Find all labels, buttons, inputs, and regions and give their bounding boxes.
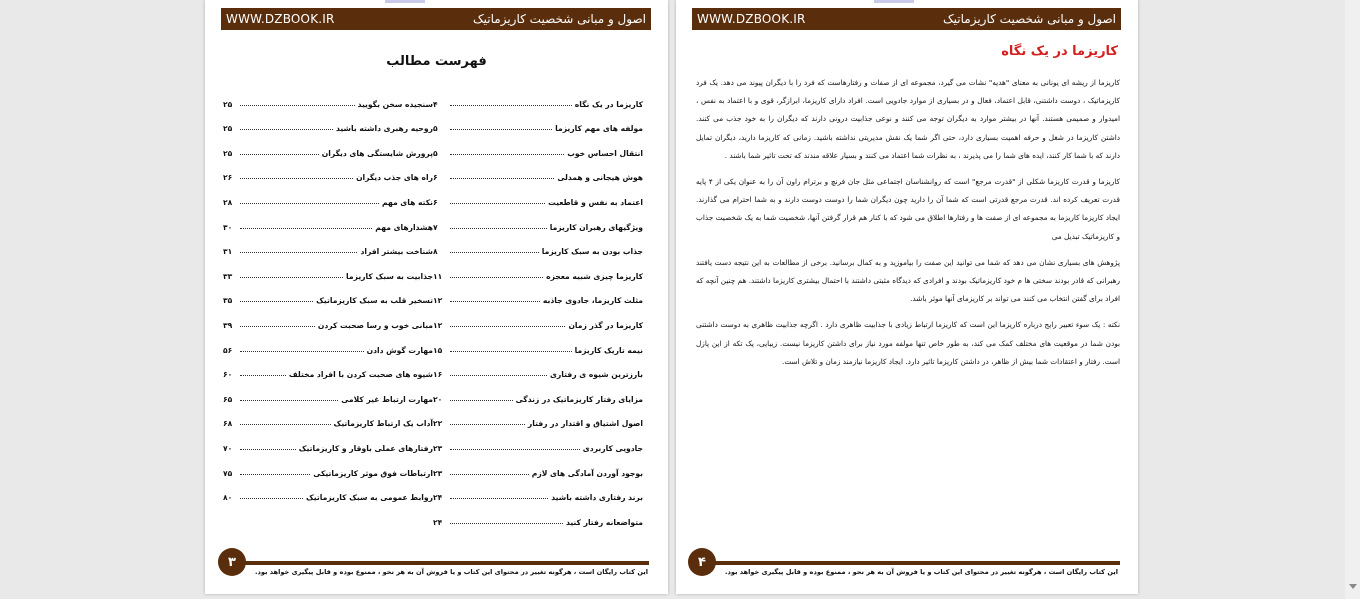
toc-leader-dots (450, 424, 525, 425)
toc-entry[interactable] (223, 305, 433, 330)
toc-entry-title: کاریزما در یک نگاه (574, 99, 643, 109)
toc-entry-title: جادویی کاربردی (582, 443, 643, 453)
toc-entry-title: تسخیر قلب به سبک کاریزماتیک (316, 296, 433, 306)
toc-entry[interactable] (433, 404, 643, 429)
toc-entry[interactable] (223, 281, 433, 306)
toc-entry-page: ۷۵ (223, 468, 233, 478)
toc-page (205, 0, 668, 594)
toc-entry[interactable] (223, 207, 433, 232)
toc-entry-title: مبانی خوب و رسا صحبت کردن (317, 320, 433, 330)
toc-entry-title: هوش هیجانی و همدلی (557, 173, 643, 183)
toc-entry-title: کاریزما چیزی شبیه معجزه (546, 271, 643, 281)
toc-entry-page: ۵۶ (223, 345, 233, 355)
toc-entry-page: ۶۵ (223, 394, 233, 404)
toc-leader-dots (450, 277, 543, 278)
toc-entry-page: ۶۸ (223, 419, 233, 429)
toc-leader-dots (450, 498, 548, 499)
toc-entry[interactable] (223, 182, 433, 207)
toc-entry-page: ۶ (433, 197, 438, 207)
toc-leader-dots (450, 203, 545, 204)
toc-entry-title: کاریزما در گذر زمان (568, 320, 643, 330)
toc-entry[interactable] (433, 182, 643, 207)
toc-entry-title: بارزترین شیوه ی رفتاری (549, 370, 643, 380)
toc-entry[interactable] (433, 256, 643, 281)
top-link-strip[interactable] (385, 0, 425, 3)
toc-leader-dots (450, 351, 572, 352)
toc-entry[interactable] (223, 379, 433, 404)
footer-notice: این کتاب رایگان است ، هرگونه تغییر در محتوای این کتاب و یا فروش آن به هر نحو ، ممنوع بوده و قابل پیگیری خواهد بود. (724, 568, 1118, 576)
toc-leader-dots (240, 351, 364, 352)
toc-entry-page: ۳۳ (223, 271, 233, 281)
toc-entry-page: ۲۳ (433, 468, 443, 478)
toc-entry[interactable] (223, 330, 433, 355)
toc-entry-page: ۲۰ (433, 394, 443, 404)
toc-entry-title: هشدارهای مهم (375, 222, 433, 232)
toc-leader-dots (450, 252, 539, 253)
page-header (221, 8, 651, 30)
toc-entry-title: برند رفتاری داشته باشید (551, 493, 643, 503)
toc-entry-page: ۲۵ (223, 148, 233, 158)
toc-leader-dots (450, 178, 554, 179)
toc-leader-dots (240, 277, 343, 278)
page-number-badge: ۴ (688, 548, 716, 576)
toc-entry-title: سنجیده سخن بگویید (357, 99, 433, 109)
toc-entry[interactable] (433, 158, 643, 183)
toc-leader-dots (240, 252, 357, 253)
paragraph: کاریزما و قدرت کاریزما شکلی از "قدرت مرجع" است که روانشناسان اجتماعی مثل جان فرنچ و برترام راون آن را به عنوان یکی از ۴ پایه قدرت تعریف کرده اند. قدرت مرجع قدرتی است که شما آن را دارید چون دیگران شما را دوست دوست دارند و به شما احترام می گذارند. ایجاد کاریزما کاریزما به مجموعه ای از صفت ها و رفتارها اطلاق می شود که با کنار هم قرار گرفتن آنها، شخصیت شما به یک شخصیت جذاب و کاریزماتیک تبدیل می (696, 177, 1120, 241)
toc-entry-page: ۱۲ (433, 296, 443, 306)
toc-entry[interactable] (433, 502, 643, 527)
toc-entry[interactable] (433, 379, 643, 404)
site-url[interactable]: WWW.DZBOOK.IR (226, 12, 335, 26)
toc-leader-dots (450, 474, 529, 475)
toc-entry-title: پرورش شایستگی های دیگران (321, 148, 433, 158)
toc-column-left (223, 84, 433, 502)
toc-entry-title: متواضعانه رفتار کنید (565, 517, 643, 527)
toc-entry[interactable] (223, 84, 433, 109)
page-number-badge: ۳ (218, 548, 246, 576)
toc-entry-title: مثلث کاریزما، جادوی جاذبه (542, 296, 643, 306)
toc-entry[interactable] (433, 109, 643, 134)
toc-leader-dots (240, 449, 296, 450)
toc-entry[interactable] (433, 84, 643, 109)
toc-entry-title: انتقال احساس خوب (567, 148, 643, 158)
toc-entry-page: ۷ (433, 222, 438, 232)
toc-entry-title: جذابیت به سبک کاریزما (346, 271, 433, 281)
toc-entry[interactable] (223, 428, 433, 453)
toc-entry[interactable] (433, 355, 643, 380)
toc-entry-title: نکته های مهم (381, 197, 433, 207)
toc-entry[interactable] (223, 355, 433, 380)
toc-entry-page: ۶۰ (223, 370, 233, 380)
toc-entry-page: ۱۵ (433, 345, 443, 355)
toc-entry-title: اصول اشتیاق و اقتدار در رفتار (527, 419, 643, 429)
toc-leader-dots (240, 105, 355, 106)
toc-entry-page: ۳۱ (223, 247, 233, 257)
toc-entry-title: آداب یک ارتباط کاریزماتیک (333, 419, 433, 429)
footer-divider (704, 561, 1120, 565)
toc-entry-page: ۲۴ (433, 517, 443, 527)
toc-entry[interactable] (433, 478, 643, 503)
toc-entry[interactable] (223, 232, 433, 257)
toc-entry-title: بوجود آوردن آمادگی های لازم (531, 468, 643, 478)
toc-entry[interactable] (223, 453, 433, 478)
toc-leader-dots (240, 178, 353, 179)
toc-entry-page: ۲۲ (433, 419, 443, 429)
toc-leader-dots (240, 400, 338, 401)
toc-entry-page: ۵ (433, 148, 438, 158)
toc-entry-title: شناخت بیشتر افراد (360, 247, 433, 257)
toc-leader-dots (450, 129, 552, 130)
paragraph: کاریزما از ریشه ای یونانی به معنای "هدیه" نشات می گیرد، مجموعه ای از صفات و رفتارهاست که فرد را با دیگران پیوند می دهد. یک فرد کاریزماتیک ، دوست داشتنی، قابل اعتماد، فعال و در بسیاری از موارد جادویی است. افراد دارای کاریزما، ابرازگر، قوی و با اعتماد به نفس ، امیدوار و صمیمی هستند. آنها در بیشتر موارد به دیگران توجه می کنند و نوعی جذابیت درونی دارند که دیگران را به خود جذب می کنند. داشتن کاریزما در شغل و حرفه اهمیت بسیاری دارد، حتی اگر شما یک نقش مدیریتی نداشته باشید. زمانی که کاریزما دارید، دیگران تمایل دارند که با شما کار کنند، ایده های شما را می پذیرند ، به نظرات شما اعتماد می کنند و بسیار علاقه مندند که تحت تاثیر شما باشند . (696, 78, 1120, 160)
toc-entry-page: ۸۰ (223, 493, 233, 503)
toc-entry[interactable] (433, 453, 643, 478)
toc-column-right (433, 84, 643, 527)
toc-leader-dots (450, 375, 547, 376)
toc-entry-title: مهارت گوش دادن (366, 345, 433, 355)
toc-entry-page: ۲۵ (223, 124, 233, 134)
toc-leader-dots (240, 129, 333, 130)
toc-entry-title: جذاب بودن به سبک کاریزما (541, 247, 643, 257)
top-link-strip[interactable] (874, 0, 914, 3)
article-page (676, 0, 1138, 594)
toc-leader-dots (240, 424, 331, 425)
toc-entry[interactable] (433, 281, 643, 306)
toc-entry-title: مولفه های مهم کاریزما (555, 124, 643, 134)
vertical-scrollbar[interactable] (1345, 0, 1360, 599)
toc-leader-dots (240, 301, 313, 302)
toc-entry-title: ویژگیهای رهبران کاریزما (549, 222, 643, 232)
footer-divider (235, 561, 649, 565)
toc-entry[interactable] (433, 207, 643, 232)
toc-entry[interactable] (433, 305, 643, 330)
toc-entry-title: رفتارهای عملی باوقار و کاریزماتیک (298, 443, 433, 453)
toc-entry[interactable] (223, 109, 433, 134)
toc-leader-dots (450, 105, 572, 106)
toc-leader-dots (450, 326, 565, 327)
article-title: کاریزما در یک نگاه (1001, 44, 1118, 59)
toc-entry-page: ۳۵ (223, 296, 233, 306)
toc-entry-page: ۲۳ (433, 443, 443, 453)
toc-leader-dots (240, 228, 372, 229)
toc-leader-dots (450, 154, 564, 155)
toc-entry-title: راه های جذب دیگران (356, 173, 433, 183)
site-url[interactable]: WWW.DZBOOK.IR (697, 12, 806, 26)
toc-entry-page: ۱۱ (433, 271, 443, 281)
toc-entry-page: ۲۵ (223, 99, 233, 109)
toc-entry-page: ۲۴ (433, 493, 443, 503)
toc-entry-page: ۳۰ (223, 222, 233, 232)
toc-leader-dots (240, 154, 319, 155)
scroll-down-icon[interactable] (1349, 584, 1357, 589)
toc-entry-title: مهارت ارتباط غیر کلامی (341, 394, 433, 404)
toc-entry[interactable] (223, 404, 433, 429)
article-body (696, 74, 1120, 379)
toc-entry[interactable] (223, 158, 433, 183)
toc-entry-page: ۵ (433, 124, 438, 134)
toc-leader-dots (240, 326, 315, 327)
toc-leader-dots (240, 375, 286, 376)
toc-entry-page: ۶ (433, 173, 438, 183)
toc-leader-dots (450, 228, 547, 229)
toc-entry-title: روابط عمومی به سبک کاریزماتیک (306, 493, 433, 503)
toc-entry-page: ۴ (433, 99, 438, 109)
footer-notice: این کتاب رایگان است ، هرگونه تغییر در محتوای این کتاب و یا فروش آن به هر نحو ، ممنوع بوده و قابل پیگیری خواهد بود. (254, 568, 648, 576)
toc-leader-dots (450, 301, 540, 302)
toc-entry[interactable] (433, 232, 643, 257)
toc-entry[interactable] (223, 478, 433, 503)
toc-entry-title: مزایای رفتار کاریزماتیک در زندگی (515, 394, 643, 404)
toc-leader-dots (450, 523, 563, 524)
book-title: اصول و مبانی شخصیت کاریزماتیک (472, 12, 646, 26)
toc-leader-dots (450, 449, 580, 450)
toc-entry-title: روحیه رهبری داشته باشید (336, 124, 433, 134)
toc-leader-dots (240, 474, 310, 475)
toc-leader-dots (450, 400, 513, 401)
toc-entry-title: ارتباطات فوق موثر کاریزماتیکی (313, 468, 433, 478)
toc-entry-page: ۱۲ (433, 320, 443, 330)
toc-entry-page: ۸ (433, 247, 438, 257)
paragraph: نکته : یک سوء تعبیر رایج درباره کاریزما این است که کاریزما ارتباط زیادی با جذابیت ظاهری دارد . اگرچه جذابیت ظاهری به دوست داشتنی بودن شما در موقعیت های مختلف کمک می کند، به طور خاص تنها مولفه مورد نیاز برای داشتن کاریزما نیست. زیبایی، یک تکه از این پازل است. رفتار و اعتقادات شما بیش از ظاهر، در داشتن کاریزما تاثیر دارد. ایجاد کاریزما نیازمند زمان و تلاش است. (696, 320, 1120, 366)
toc-entry[interactable] (223, 256, 433, 281)
toc-entry-title: شیوه های صحبت کردن با افراد مختلف (288, 370, 433, 380)
toc-entry-page: ۲۸ (223, 197, 233, 207)
toc-entry[interactable] (433, 428, 643, 453)
toc-leader-dots (240, 498, 303, 499)
toc-leader-dots (240, 203, 379, 204)
toc-entry-title: نیمه تاریک کاریزما (574, 345, 643, 355)
page-header (692, 8, 1121, 30)
toc-entry-page: ۳۹ (223, 320, 233, 330)
book-title: اصول و مبانی شخصیت کاریزماتیک (942, 12, 1116, 26)
toc-entry[interactable] (433, 330, 643, 355)
toc-entry-page: ۱۶ (433, 370, 443, 380)
toc-entry[interactable] (223, 133, 433, 158)
toc-title: فهرست مطالب (386, 54, 487, 69)
toc-entry-title: اعتماد به نفس و قاطعیت (548, 197, 643, 207)
toc-entry-page: ۲۶ (223, 173, 233, 183)
paragraph: پژوهش های بسیاری نشان می دهد که شما می توانید این صفت را بیاموزید و به کمال برسانید. برخی از مطالعات به این نتیجه دست یافتند رهبرانی که قادر بودند سختی ها م خود کاریزماتیک بودند و افرادی که دیدگاه مثبتی داشتند با احتمال بیشتری کاریزما داشتند. هم چنین آنچه که افراد برای گفتن انتخاب می کنند می تواند بر کاریزمای آنها موثر باشد. (696, 257, 1120, 304)
toc-entry-page: ۷۰ (223, 443, 233, 453)
toc-entry[interactable] (433, 133, 643, 158)
